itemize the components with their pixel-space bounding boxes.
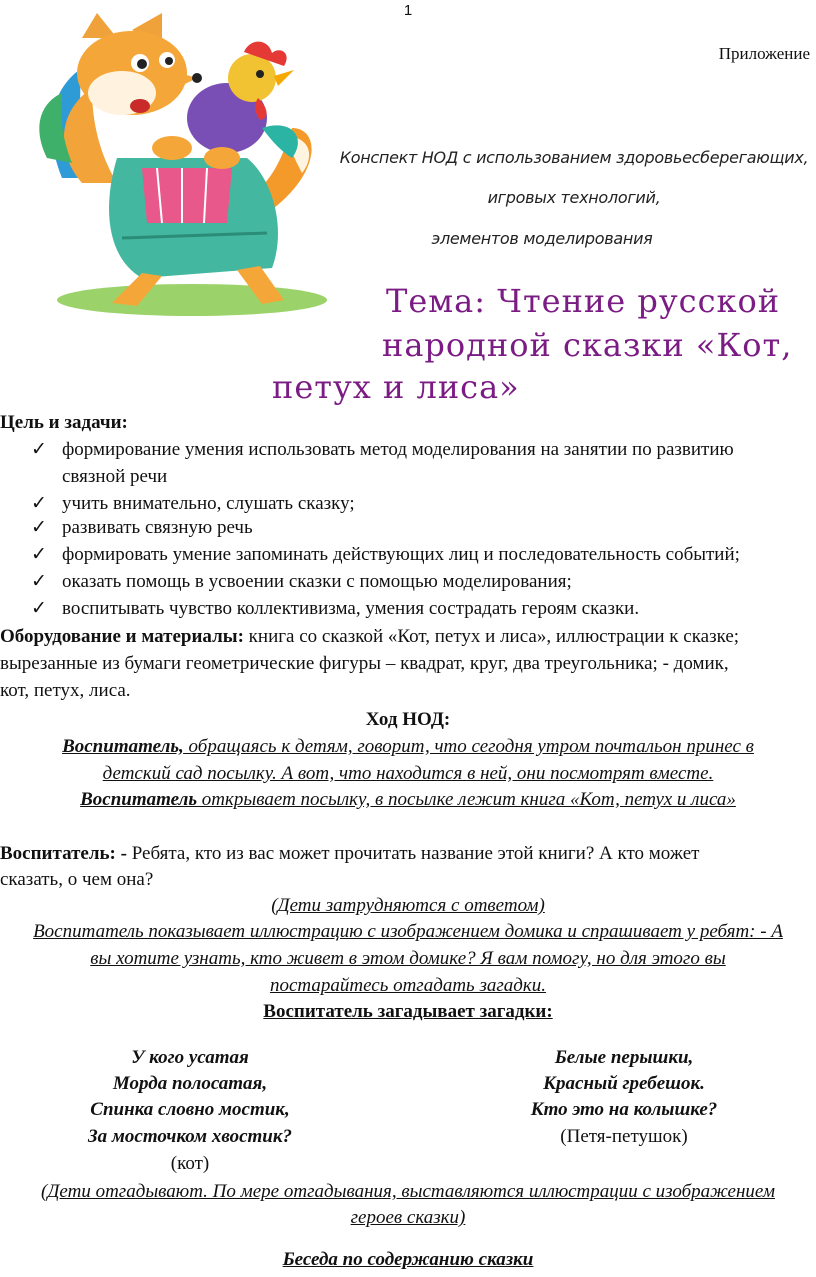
- riddle-left-line: Спинка словно мостик,: [90, 1099, 290, 1120]
- goal-item-continuation: связной речи: [62, 466, 168, 487]
- show-illustration-line-1: Воспитатель показывает иллюстрацию с изображением домика и спрашивает у ребят: - А: [33, 921, 783, 942]
- riddles-heading: Воспитатель загадывает загадки:: [263, 1001, 553, 1022]
- goal-item: ✓ оказать помощь в усвоении сказки с помощью моделирования;: [30, 568, 810, 595]
- goal-item: ✓ воспитывать чувство коллективизма, умения сострадать героям сказки.: [30, 595, 810, 622]
- subtitle-line-3: элементов моделирования: [431, 229, 653, 248]
- check-icon: ✓: [31, 493, 47, 514]
- show-illustration-line-3: постарайтесь отгадать загадки.: [269, 975, 547, 996]
- equipment-line-3: кот, петух, лиса.: [0, 680, 131, 701]
- course-heading: Ход НОД:: [365, 709, 451, 730]
- dialog-line-1: Воспитатель: - Ребята, кто из вас может прочитать название этой книги? А кто может: [0, 843, 700, 864]
- intro-line-2: детский сад посылку. А вот, что находится в ней, они посмотрят вместе.: [102, 763, 714, 784]
- theme-line-1: Тема: Чтение русской: [386, 282, 781, 320]
- riddle-left-answer: (кот): [170, 1153, 210, 1174]
- riddle-right-line: Кто это на колышке?: [530, 1099, 718, 1120]
- goal-item: ✓ формирование умения использовать метод моделирования на занятии по развитию: [30, 436, 810, 463]
- intro-line-3: Воспитатель открывает посылку, в посылке лежит книга «Кот, петух и лиса»: [80, 789, 736, 810]
- fox-rooster-illustration: [22, 8, 332, 318]
- equipment-line-1: Оборудование и материалы: книга со сказкой «Кот, петух и лиса», иллюстрации к сказке;: [0, 626, 740, 647]
- page-number: 1: [403, 2, 413, 19]
- riddle-right-answer: (Петя-петушок): [560, 1126, 688, 1147]
- dialog-speaker: Воспитатель: -: [0, 843, 127, 864]
- riddle-left-line: У кого усатая: [131, 1047, 249, 1068]
- appendix-label: Приложение: [718, 44, 810, 63]
- children-guess-line-2: героев сказки): [350, 1207, 466, 1228]
- check-icon: ✓: [31, 598, 47, 619]
- check-icon: ✓: [31, 571, 47, 592]
- goals-heading: Цель и задачи:: [0, 412, 128, 433]
- riddle-left-line: Морда полосатая,: [112, 1073, 268, 1094]
- children-guess-line-1: (Дети отгадывают. По мере отгадывания, выставляются иллюстрации с изображением: [41, 1181, 775, 1202]
- riddle-right-line: Красный гребешок.: [543, 1073, 705, 1094]
- equipment-label: Оборудование и материалы:: [0, 626, 244, 647]
- goal-item: ✓ развивать связную речь: [30, 514, 810, 541]
- subtitle-line-2: игровых технологий,: [487, 188, 661, 207]
- theme-line-3: петух и лиса»: [272, 368, 520, 406]
- goal-item: ✓ формировать умение запоминать действующих лиц и последовательность событий;: [30, 541, 810, 568]
- riddle-left-line: За мосточком хвостик?: [88, 1126, 292, 1147]
- equipment-line-2: вырезанные из бумаги геометрические фигуры – квадрат, круг, два треугольника; - домик,: [0, 653, 729, 674]
- show-illustration-line-2: вы хотите узнать, кто живет в этом домике? Я вам помогу, но для этого вы: [90, 948, 726, 969]
- check-icon: ✓: [31, 544, 47, 565]
- riddle-right-line: Белые перышки,: [554, 1047, 694, 1068]
- dialog-line-2: сказать, о чем она?: [0, 869, 154, 890]
- subtitle-line-1: Конспект НОД с использованием здоровьесберегающих,: [339, 148, 809, 167]
- goal-item: ✓ учить внимательно, слушать сказку;: [30, 490, 810, 517]
- check-icon: ✓: [31, 439, 47, 460]
- check-icon: ✓: [31, 517, 47, 538]
- children-hesitate: (Дети затрудняются с ответом): [271, 895, 545, 916]
- theme-line-2: народной сказки «Кот,: [382, 326, 793, 364]
- intro-line-1: Воспитатель, обращаясь к детям, говорит, что сегодня утром почтальон принес в: [62, 736, 754, 757]
- conversation-heading: Беседа по содержанию сказки: [282, 1249, 534, 1270]
